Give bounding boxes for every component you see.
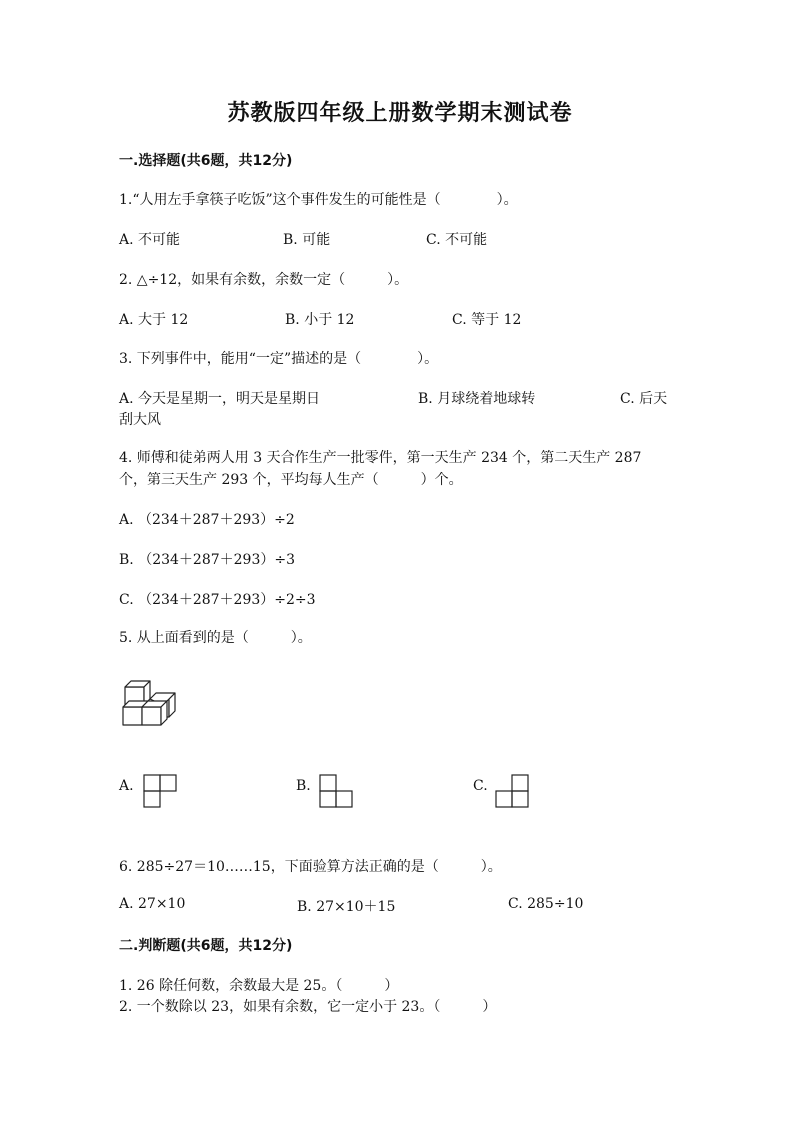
question-4-stem: 4. 师傅和徒弟两人用 3 天合作生产一批零件，第一天生产 234 个，第二天生产 287 个，第三天生产 293 个，平均每人生产（ ）个。	[119, 450, 642, 488]
page-title: 苏教版四年级上册数学期末测试卷	[227, 100, 573, 126]
section-heading-judge: 二.判断题(共6题，共12分)	[119, 938, 293, 954]
question-2-option-b: B. 小于 12	[285, 312, 355, 328]
top-view-option-c	[495, 774, 529, 808]
question-4-option-b: B. （234＋287＋293）÷3	[119, 552, 295, 568]
section-heading-choice: 一.选择题(共6题，共12分)	[119, 153, 293, 169]
question-5-option-b-label: B.	[296, 778, 311, 794]
question-1-option-b: B. 可能	[283, 232, 331, 248]
question-1-option-a: A. 不可能	[119, 232, 181, 248]
question-6-stem: 6. 285÷27＝10……15，下面验算方法正确的是（ ）。	[119, 859, 502, 875]
question-6-option-c: C. 285÷10	[508, 896, 584, 912]
question-5-option-a-label: A.	[119, 778, 134, 794]
question-5-option-c-label: C.	[473, 778, 488, 794]
question-6-option-b: B. 27×10＋15	[297, 899, 396, 915]
question-3-option-c: C. 后天	[620, 391, 668, 407]
question-3-option-b: B. 月球绕着地球转	[418, 391, 536, 407]
question-4-option-a: A. （234＋287＋293）÷2	[119, 512, 295, 528]
question-1-option-c: C. 不可能	[426, 232, 488, 248]
question-6-option-a: A. 27×10	[119, 896, 186, 912]
question-3-stem: 3. 下列事件中，能用“一定”描述的是（ ）。	[119, 351, 439, 367]
question-3-option-a: A. 今天是星期一，明天是星期日	[119, 391, 321, 407]
cube-stack-figure	[119, 679, 183, 727]
question-4-option-c: C. （234＋287＋293）÷2÷3	[119, 592, 316, 608]
judge-question-2: 2. 一个数除以 23，如果有余数，它一定小于 23。（ ）	[119, 999, 497, 1015]
question-1-stem: 1.“人用左手拿筷子吃饭”这个事件发生的可能性是（ ）。	[119, 192, 518, 208]
question-3-option-c-continued: 刮大风	[119, 412, 161, 428]
top-view-option-b	[319, 774, 353, 808]
question-2-stem: 2. △÷12，如果有余数，余数一定（ ）。	[119, 272, 409, 288]
top-view-option-a	[143, 774, 177, 808]
judge-question-1: 1. 26 除任何数，余数最大是 25。（ ）	[119, 978, 399, 994]
question-2-option-c: C. 等于 12	[452, 312, 522, 328]
question-5-stem: 5. 从上面看到的是（ ）。	[119, 630, 312, 646]
question-2-option-a: A. 大于 12	[119, 312, 189, 328]
